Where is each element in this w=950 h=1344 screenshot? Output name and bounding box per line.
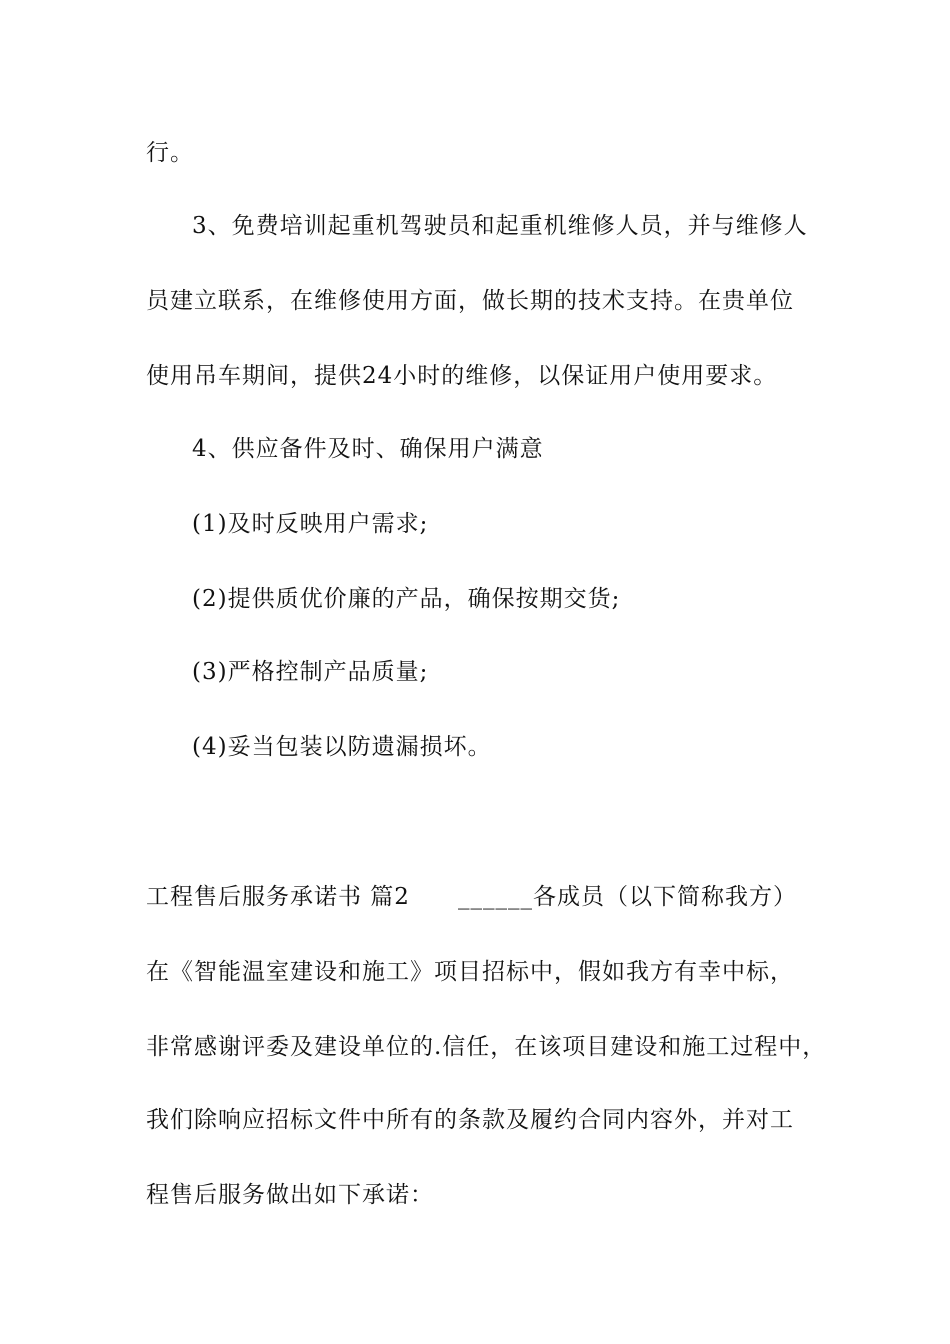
paragraph-line: 程售后服务做出如下承诺： <box>146 1182 434 1208</box>
paragraph-line: 使用吊车期间，提供24小时的维修，以保证用户使用要求。 <box>146 363 778 389</box>
list-item: (4)妥当包装以防遗漏损坏。 <box>192 734 492 760</box>
heading-tail: 各成员（以下简称我方） <box>532 884 797 910</box>
paragraph-line: 非常感谢评委及建设单位的.信任，在该项目建设和施工过程中， <box>146 1034 827 1060</box>
section-heading-line <box>146 881 797 913</box>
blank-field: ______ <box>457 884 533 910</box>
list-item: (2)提供质优价廉的产品，确保按期交货; <box>192 586 621 612</box>
section-heading: 工程售后服务承诺书 篇2 <box>146 884 410 910</box>
list-item: (1)及时反映用户需求; <box>192 511 429 537</box>
paragraph-line: 行。 <box>146 140 194 166</box>
paragraph-line: 4、供应备件及时、确保用户满意 <box>192 436 544 462</box>
paragraph-line: 我们除响应招标文件中所有的条款及履约合同内容外，并对工 <box>146 1107 794 1133</box>
paragraph-line: 在《智能温室建设和施工》项目招标中，假如我方有幸中标， <box>146 959 794 985</box>
paragraph-line: 员建立联系，在维修使用方面，做长期的技术支持。在贵单位 <box>146 288 794 314</box>
list-item: (3)严格控制产品质量; <box>192 659 429 685</box>
paragraph-line: 3、免费培训起重机驾驶员和起重机维修人员，并与维修人 <box>192 213 808 239</box>
